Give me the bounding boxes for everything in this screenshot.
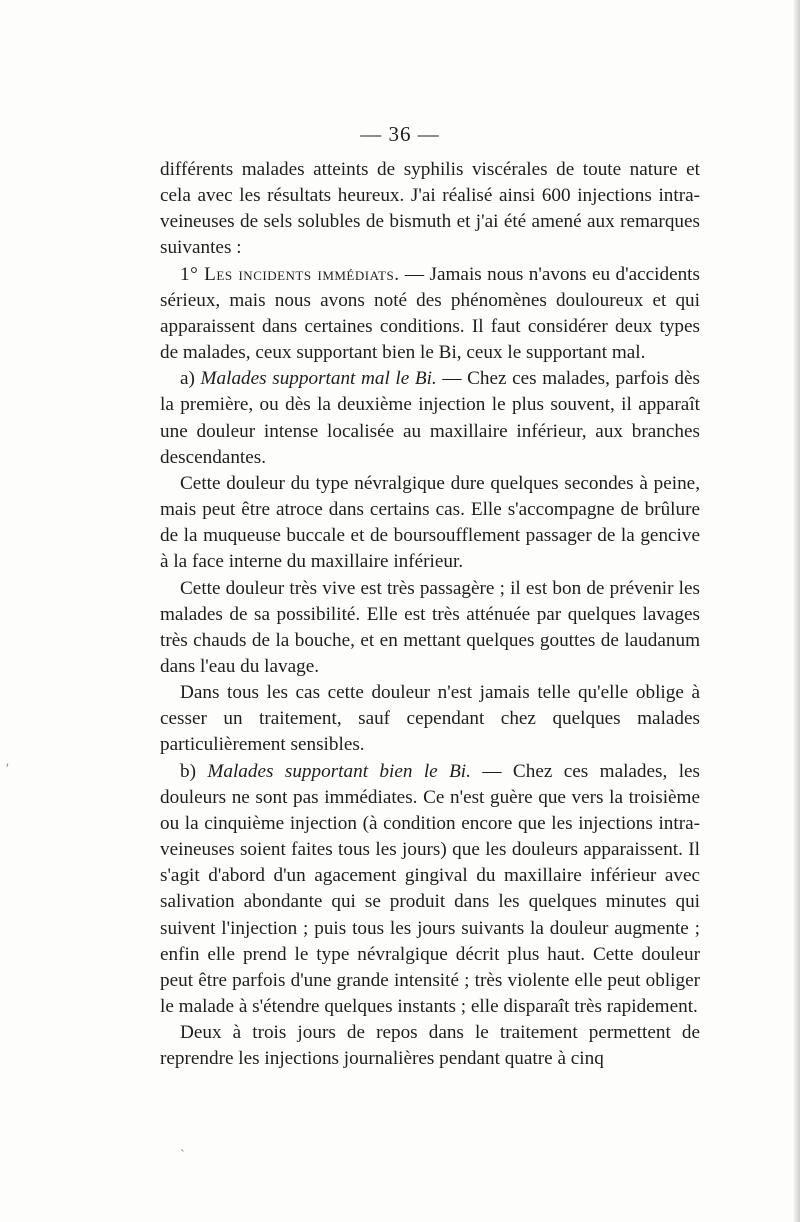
scan-speck: ʹ xyxy=(6,762,10,777)
paragraph-5 xyxy=(160,576,700,681)
paragraph-3-text: — Chez ces malades, parfois dès la première, ou dès la deuxième injection le plus souvent, il apparaît une douleur intense localisée au maxillaire inférieur, aux branches descendantes. xyxy=(160,368,701,468)
paragraph-3 xyxy=(160,366,700,471)
paragraph-7 xyxy=(160,759,700,1021)
paragraph-8 xyxy=(160,1020,700,1072)
paragraph-1 xyxy=(160,157,700,262)
scan-speck: ˋ xyxy=(180,1148,185,1163)
paragraph-7-text: — Chez ces malades, les douleurs ne sont pas immédiates. Ce n'est guère que vers la troisième ou la cinquième injection (à condition encore que les injections intra-veineuses soient faites tous les jours) que les douleurs apparaissent. Il s'agit d'abord d'un agacement gingival du maxillaire inférieur avec salivation abondante qui se produit dans les quelques minutes qui suivent l'injection ; puis tous les jours suivants la douleur augmente ; enfin elle prend le type névralgique décrit plus haut. Cette douleur peut être parfois d'une grande intensité ; très violente elle peut obliger le malade à s'étendre quelques instants ; elle disparaît très rapidement. xyxy=(160,760,701,1017)
paragraph-8-text: Deux à trois jours de repos dans le traitement permettent de reprendre les injections journalières pendant quatre à cinq xyxy=(160,1022,700,1070)
subsection-b-marker: b) xyxy=(180,760,208,782)
subsection-a-marker: a) xyxy=(180,368,201,390)
paragraph-6 xyxy=(160,680,700,758)
paragraph-6-text: Dans tous les cas cette douleur n'est jamais telle qu'elle oblige à cesser un traitement, sauf cependant chez quelques malades particulièrement sensibles. xyxy=(160,682,700,756)
body-text xyxy=(160,157,700,1072)
paragraph-2 xyxy=(160,262,700,367)
paragraph-4-text: Cette douleur du type névralgique dure quelques secondes à peine, mais peut être atroce dans certains cas. Elle s'accompagne de brûlure de la muqueuse buccale et de boursoufflement passager de la gencive à la face interne du maxillaire inférieur. xyxy=(160,472,700,573)
page-edge-shadow xyxy=(794,0,800,1222)
paragraph-1-text: différents malades atteints de syphilis viscérales de toute nature et cela avec les résultats heureux. J'ai réalisé ainsi 600 injections intra-veineuses de sels solubles de bismuth et j'ai été amené aux remarques suivantes : xyxy=(160,159,700,259)
section-heading-incidents: 1° Les incidents immédiats. xyxy=(180,263,400,285)
paragraph-4 xyxy=(160,471,700,576)
paragraph-2-text: — Jamais nous n'avons eu d'accidents sérieux, mais nous avons noté des phénomènes douloureux et qui apparaissent dans certaines conditions. Il faut considérer deux types de malades, ceux supportant bien le Bi, ceux le supportant mal. xyxy=(160,263,700,364)
subsection-b-heading: Malades supportant bien le Bi. xyxy=(207,760,471,782)
subsection-a-heading: Malades supportant mal le Bi. xyxy=(200,368,437,390)
paragraph-5-text: Cette douleur très vive est très passagère ; il est bon de prévenir les malades de sa possibilité. Elle est très atténuée par quelques lavages très chauds de la bouche, et en mettant quelques gouttes de laudanum dans l'eau du lavage. xyxy=(160,577,700,677)
page-number: — 36 — xyxy=(360,122,440,146)
